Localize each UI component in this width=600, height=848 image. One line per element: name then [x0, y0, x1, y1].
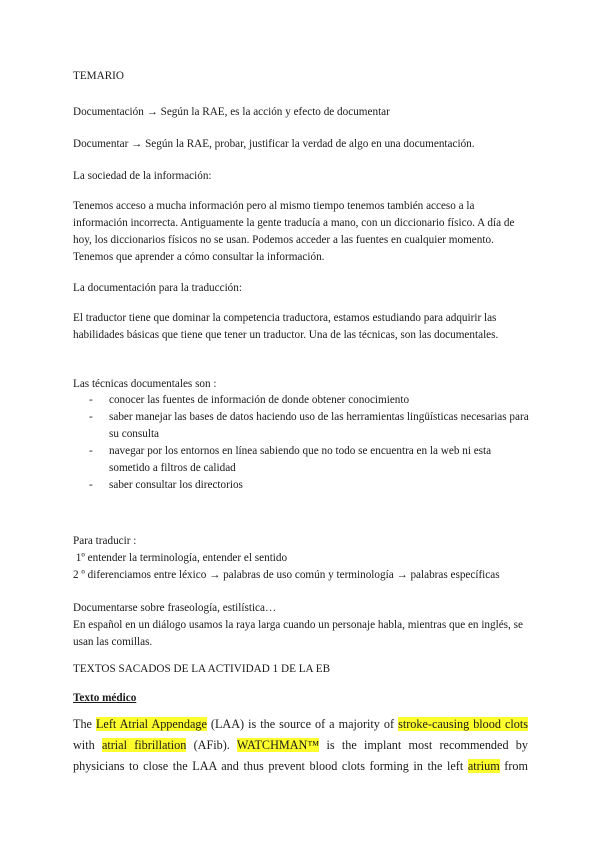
raya-paragraph: En español en un diálogo usamos la raya larga cuando un personaje habla, mientras que en inglés, se usan las comillas.	[73, 619, 523, 648]
para-traducir-label: Para traducir :	[73, 535, 137, 547]
highlight-atrium: atrium	[467, 759, 500, 773]
list-item	[73, 392, 533, 409]
paragraph-sociedad: Tenemos acceso a mucha información pero al mismo tiempo tenemos también acceso a la información incorrecta. Antiguamente la gente traducía a mano, con un diccionario físico. A día de hoy, los diccionarios físicos no se usan. Podemos acceder a las fuentes en cualquier momento. Tenemos que aprender a cómo consultar la información.	[73, 200, 515, 263]
list-item-text: conocer las fuentes de información de donde obtener conocimiento	[109, 394, 410, 406]
highlight-stroke-causing: stroke-causing blood clots	[398, 717, 529, 731]
medico-text: with	[73, 738, 102, 752]
list-item	[73, 477, 533, 494]
textos-heading: TEXTOS SACADOS DE LA ACTIVIDAD 1 DE LA EB	[73, 663, 331, 675]
section-label-sociedad: La sociedad de la información:	[73, 170, 212, 182]
list-item	[73, 409, 533, 443]
list-item-text: navegar por los entornos en línea sabiendo que no todo se encuentra en la web ni esta sometido a filtros de calidad	[109, 445, 492, 474]
medico-text: is the implant most recommended by	[319, 738, 528, 752]
medico-text: (LAA) is the source of a majority of	[206, 717, 399, 731]
medico-text: physicians to close the LAA and thus prevent blood clots forming in the left	[73, 759, 468, 773]
section-label-documentacion-traduccion: La documentación para la traducción:	[73, 282, 242, 294]
medico-line-1	[73, 714, 528, 735]
highlight-atrial-fibrillation: atrial fibrillation	[101, 738, 187, 752]
list-item-text: saber manejar las bases de datos haciendo uso de las herramientas lingüísticas necesarias para su consulta	[109, 411, 529, 440]
list-item	[73, 443, 533, 477]
bullet-dash: -	[89, 411, 93, 423]
texto-medico-paragraph	[73, 714, 528, 777]
list-item-text: saber consultar los directorios	[109, 479, 243, 491]
paso-1: 1º entender la terminología, entender el sentido	[73, 552, 288, 564]
paragraph-documentacion-traduccion: El traductor tiene que dominar la competencia traductora, estamos estudiando para adquirir las habilidades básicas que tiene que tener un traductor. Una de las técnicas, son las documentales.	[73, 312, 499, 341]
medico-text: (AFib).	[186, 738, 237, 752]
definition-documentacion: Documentación → Según la RAE, es la acción y efecto de documentar	[73, 106, 390, 118]
medico-line-2	[73, 735, 528, 756]
texto-medico-title-text: Texto médico	[73, 692, 137, 704]
tecnicas-list	[73, 392, 533, 494]
bullet-dash: -	[89, 445, 93, 457]
bullet-dash: -	[89, 394, 93, 406]
texto-medico-title	[73, 690, 528, 707]
section-label-tecnicas: Las técnicas documentales son :	[73, 378, 217, 390]
medico-line-3	[73, 756, 528, 777]
medico-text: from	[499, 759, 528, 773]
page-heading: TEMARIO	[73, 70, 124, 82]
documentarse-line: Documentarse sobre fraseología, estilística…	[73, 602, 277, 614]
definition-documentar: Documentar → Según la RAE, probar, justificar la verdad de algo en una documentación.	[73, 138, 475, 150]
highlight-left-atrial-appendage: Left Atrial Appendage	[95, 717, 207, 731]
medico-text: The	[73, 717, 96, 731]
highlight-watchman: WATCHMAN™	[236, 738, 320, 752]
paso-2: 2 º diferenciamos entre léxico → palabras de uso común y terminología → palabras específicas	[73, 569, 500, 581]
bullet-dash: -	[89, 479, 93, 491]
